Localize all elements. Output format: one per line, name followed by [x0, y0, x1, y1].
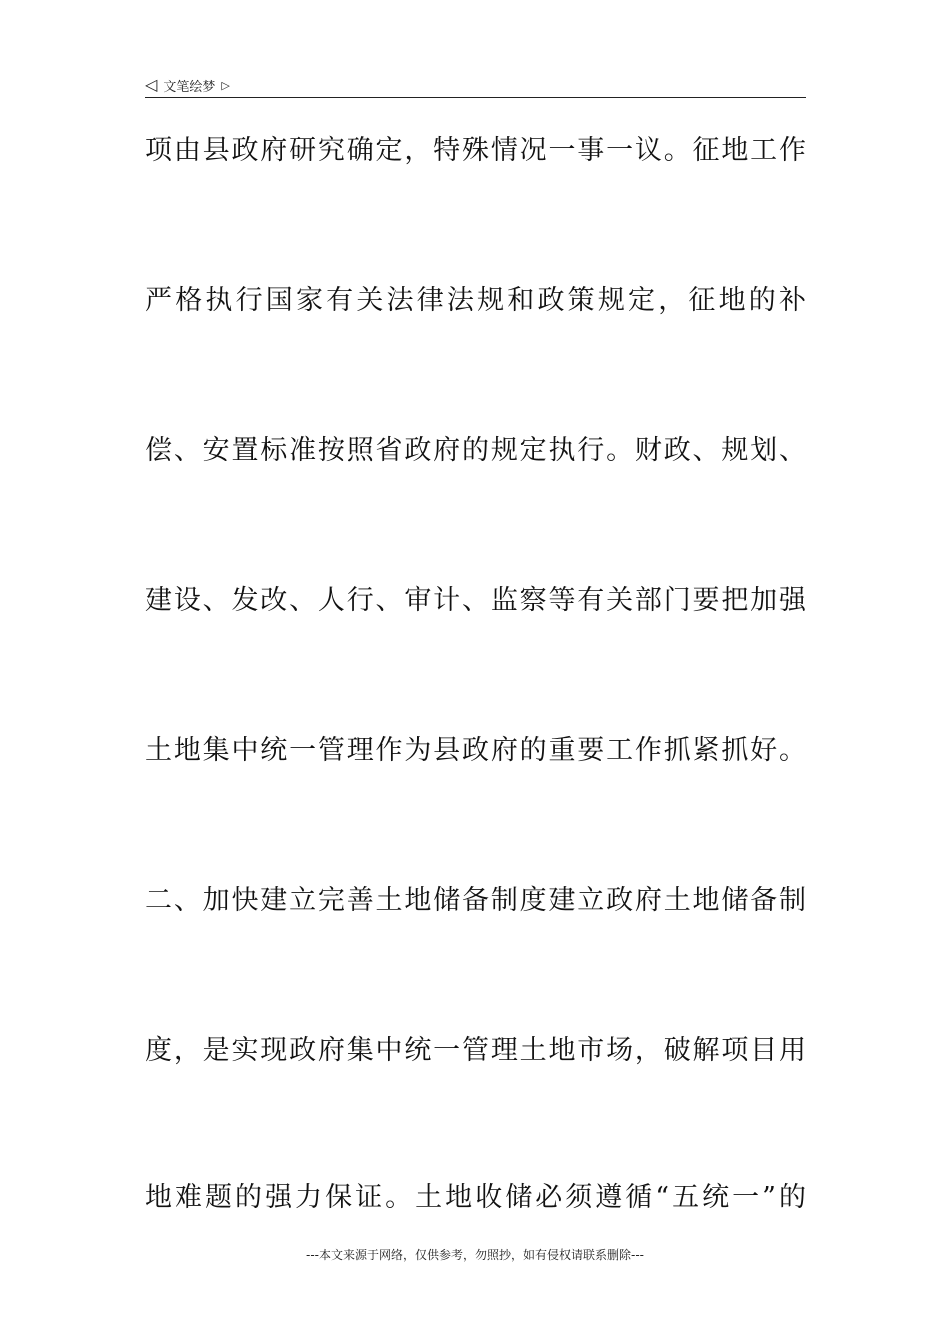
- body-line-1: 项由县政府研究确定，特殊情况一事一议。征地工作: [145, 135, 806, 166]
- footer-disclaimer: ---本文来源于网络，仅供参考，勿照抄，如有侵权请联系删除---: [306, 1248, 644, 1262]
- body-line-4: 建设、发改、人行、审计、监察等有关部门要把加强: [145, 585, 806, 616]
- page-header: [145, 74, 230, 96]
- header-title: 文笔绘梦: [163, 79, 216, 95]
- body-line-5: 土地集中统一管理作为县政府的重要工作抓紧抓好。: [145, 735, 806, 766]
- body-line-2: 严格执行国家有关法律法规和政策规定，征地的补: [145, 285, 806, 316]
- body-line-8: 地难题的强力保证。土地收储必须遵循“五统一”的: [145, 1182, 806, 1213]
- body-line-7: 度，是实现政府集中统一管理土地市场，破解项目用: [145, 1035, 806, 1066]
- body-line-3: 偿、安置标准按照省政府的规定执行。财政、规划、: [145, 435, 806, 466]
- triangle-right-icon: ▷: [221, 78, 230, 92]
- header-divider: [145, 97, 806, 98]
- triangle-left-icon: ◁: [145, 75, 158, 94]
- body-line-6: 二、加快建立完善土地储备制度建立政府土地储备制: [145, 885, 806, 916]
